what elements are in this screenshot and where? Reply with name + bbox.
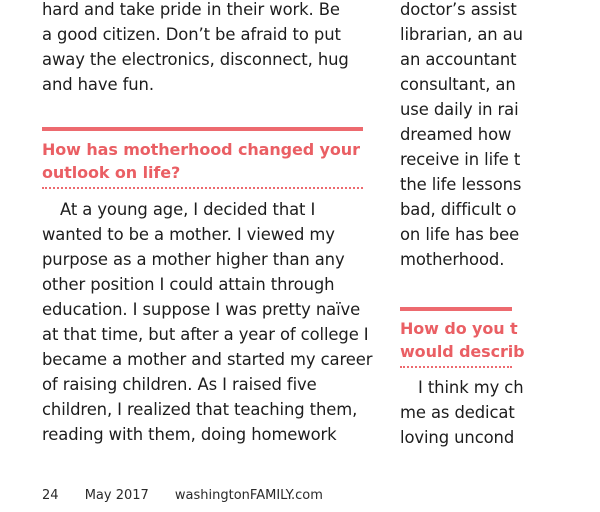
body-text-line: motherhood. xyxy=(400,250,505,269)
heading-dotted-rule xyxy=(400,366,512,368)
body-text-line: away the electronics, disconnect, hug xyxy=(42,50,349,69)
body-text-line: loving uncond xyxy=(400,428,515,447)
section-divider xyxy=(400,307,512,311)
page-number: 24 xyxy=(42,488,59,503)
body-text-line: I think my ch xyxy=(418,378,524,397)
body-text-line: and have fun. xyxy=(42,75,154,94)
body-text-line: use daily in rai xyxy=(400,100,519,119)
section-heading: How has motherhood changed your xyxy=(42,140,360,159)
body-text-line: of raising children. As I raised five xyxy=(42,375,317,394)
body-text-line: doctor’s assist xyxy=(400,0,517,19)
heading-dotted-rule xyxy=(42,187,363,189)
body-text-line: an accountant xyxy=(400,50,517,69)
body-text-line: At a young age, I decided that I xyxy=(60,200,316,219)
body-text-line: dreamed how xyxy=(400,125,512,144)
section-heading: would describ xyxy=(400,342,525,361)
body-text-line: reading with them, doing homework xyxy=(42,425,337,444)
body-text-line: became a mother and started my career xyxy=(42,350,373,369)
body-text-line: consultant, an xyxy=(400,75,516,94)
section-divider xyxy=(42,127,363,131)
body-text-line: at that time, but after a year of college I xyxy=(42,325,369,344)
body-text-line: me as dedicat xyxy=(400,403,515,422)
site-name: washingtonFAMILY.com xyxy=(174,488,323,503)
body-text-line: children, I realized that teaching them, xyxy=(42,400,358,419)
body-text-line: a good citizen. Don’t be afraid to put xyxy=(42,25,341,44)
body-text-line: the life lessons xyxy=(400,175,522,194)
body-text-line: on life has bee xyxy=(400,225,520,244)
issue-date: May 2017 xyxy=(84,488,149,503)
section-heading: outlook on life? xyxy=(42,163,181,182)
page-footer xyxy=(42,488,323,503)
body-text-line: receive in life t xyxy=(400,150,521,169)
body-text-line: wanted to be a mother. I viewed my xyxy=(42,225,335,244)
body-text-line: purpose as a mother higher than any xyxy=(42,250,345,269)
section-heading: How do you t xyxy=(400,319,518,338)
body-text-line: bad, difficult o xyxy=(400,200,517,219)
body-text-line: education. I suppose I was pretty naïve xyxy=(42,300,361,319)
body-text-line: other position I could attain through xyxy=(42,275,335,294)
body-text-line: hard and take pride in their work. Be xyxy=(42,0,340,19)
body-text-line: librarian, an au xyxy=(400,25,523,44)
